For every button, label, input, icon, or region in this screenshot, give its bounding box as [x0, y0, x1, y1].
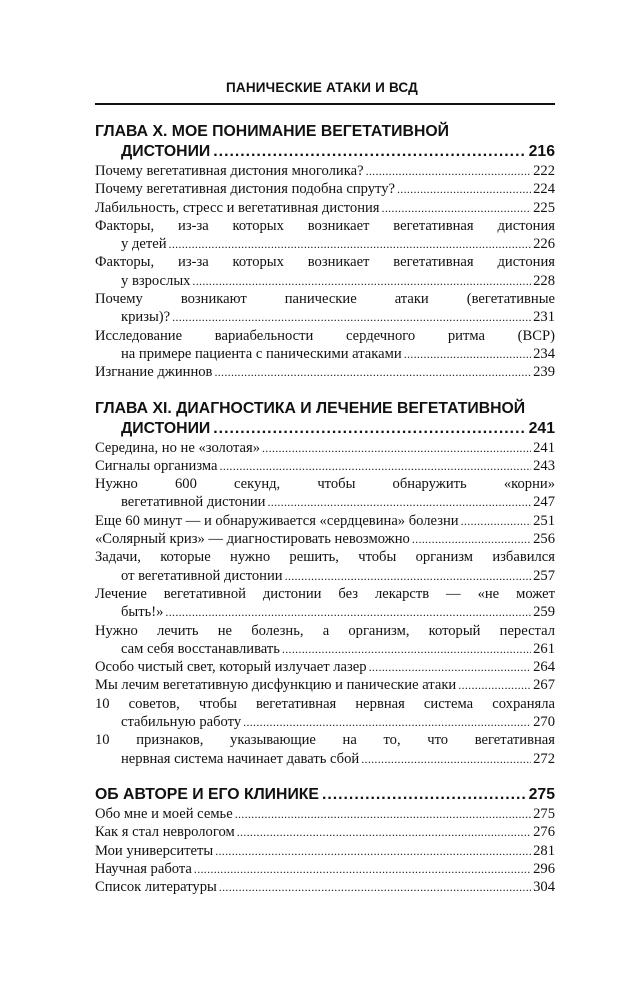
toc-entry-page-number: 276 [533, 824, 555, 841]
toc-entry-text: Сигналы организма [95, 457, 218, 474]
toc-entry-text: нервная система начинает давать сбой [121, 750, 360, 767]
toc-chapter [95, 785, 555, 896]
chapter-page-number: 241 [528, 419, 555, 437]
toc-entry-text: Почему вегетативная дистония многолика? [95, 163, 364, 179]
toc-entry[interactable] [95, 731, 555, 768]
chapter-page-number: 216 [528, 143, 555, 160]
toc-entry-text: «Солярный криз» — диагностировать невозможно [95, 531, 410, 548]
toc-entry-page-number: 281 [533, 842, 555, 859]
dot-leader [215, 842, 531, 860]
toc-entry-text-line1: Нужно 600 секунд, чтобы обнаружить «корни» [95, 476, 555, 493]
toc-entry[interactable] [95, 180, 555, 198]
dot-leader [237, 823, 531, 841]
toc-entry-text: Как я стал неврологом [95, 824, 235, 841]
dot-leader [262, 439, 531, 457]
toc-entry-page-number: 259 [533, 604, 555, 621]
toc-entry-text: Почему вегетативная дистония подобна спруту? [95, 181, 395, 198]
toc-entry-page-number: 243 [533, 457, 555, 474]
dot-leader [369, 658, 532, 676]
toc-entry-text: у взрослых [121, 272, 191, 289]
chapter-title[interactable]: ГЛАВА XI. ДИАГНОСТИКА И ЛЕЧЕНИЕ ВЕГЕТАТИВНОЙ [95, 399, 526, 417]
toc-entry[interactable] [95, 253, 555, 290]
toc-entry-text-line1: Почему возникают панические атаки (вегетативные [95, 291, 555, 308]
toc-entry-page-number: 228 [533, 272, 555, 289]
dot-leader [172, 308, 531, 326]
dot-leader [366, 162, 532, 180]
dot-leader [285, 567, 532, 585]
toc-entry[interactable] [95, 162, 555, 180]
toc-entry-text: Особо чистый свет, который излучает лазер [95, 659, 367, 676]
toc-entry[interactable] [95, 823, 555, 841]
toc-entry-page-number: 270 [533, 714, 555, 731]
header-rule [95, 103, 555, 105]
toc-entry[interactable] [95, 217, 555, 254]
running-header: ПАНИЧЕСКИЕ АТАКИ И ВСД [225, 80, 419, 95]
dot-leader [169, 235, 532, 253]
dot-leader [282, 640, 531, 658]
toc-entry-page-number: 239 [533, 364, 555, 381]
toc-entry-text: вегетативной дистонии [121, 494, 266, 511]
toc-entry-page-number: 231 [533, 309, 555, 326]
toc-entry-page-number: 241 [533, 439, 555, 456]
toc-entry-page-number: 247 [533, 494, 555, 511]
toc-entry-text: Мои университеты [95, 842, 214, 859]
toc-entry-text-line1: Задачи, которые нужно решить, чтобы организм избавился [95, 549, 555, 566]
toc-entry-text: Изгнание джиннов [95, 364, 213, 381]
dot-leader [213, 419, 525, 439]
chapter-title-line[interactable] [95, 142, 555, 162]
chapter-title-text: ДИСТОНИИ [121, 143, 211, 160]
toc-entry[interactable] [95, 842, 555, 860]
table-of-contents [95, 122, 555, 913]
toc-entry-text: стабильную работу [121, 714, 242, 731]
toc-entry-page-number: 267 [533, 677, 555, 694]
toc-entry-page-number: 225 [533, 199, 555, 216]
toc-entry-page-number: 222 [533, 163, 555, 179]
dot-leader [243, 713, 531, 731]
toc-entry-page-number: 272 [533, 750, 555, 767]
dot-leader [235, 805, 531, 823]
chapter-title-line[interactable] [95, 419, 555, 439]
chapter-page-number: 275 [528, 785, 555, 803]
toc-entry[interactable] [95, 860, 555, 878]
toc-entry-text-line1: Факторы, из-за которых возникает вегетативная дистония [95, 254, 555, 271]
dot-leader [214, 363, 531, 381]
toc-entry-page-number: 224 [533, 181, 555, 198]
toc-entry-page-number: 234 [533, 345, 555, 362]
dot-leader [458, 676, 531, 694]
toc-entry-text: Середина, но не «золотая» [95, 439, 260, 456]
toc-entry[interactable] [95, 363, 555, 381]
dot-leader [382, 199, 532, 217]
toc-entry[interactable] [95, 548, 555, 585]
toc-entry-text: у детей [121, 236, 167, 253]
toc-entry-text: сам себя восстанавливать [121, 640, 280, 657]
toc-entry-text-line1: 10 советов, чтобы вегетативная нервная система сохраняла [95, 695, 555, 712]
toc-chapter [95, 122, 555, 382]
dot-leader [404, 345, 531, 363]
chapter-title-text: ДИСТОНИИ [121, 419, 211, 437]
toc-entry[interactable] [95, 457, 555, 475]
toc-entry-text: быть!» [121, 604, 164, 621]
toc-entry[interactable] [95, 512, 555, 530]
toc-entry-page-number: 296 [533, 860, 555, 877]
dot-leader [194, 860, 531, 878]
toc-entry-text-line1: Лечение вегетативной дистонии без лекарств — «не может [95, 585, 555, 602]
toc-entry-text-line1: Факторы, из-за которых возникает вегетативная дистония [95, 217, 555, 234]
toc-entry-text: на примере пациента с паническими атаками [121, 345, 402, 362]
toc-entry[interactable] [95, 878, 555, 896]
toc-entry-text: Обо мне и моей семье [95, 805, 233, 822]
toc-entry-text: кризы)? [121, 309, 171, 326]
toc-entry[interactable] [95, 676, 555, 694]
chapter-title-line[interactable] [95, 785, 555, 805]
toc-entry[interactable] [95, 585, 555, 622]
toc-entry-text-line1: Нужно лечить не болезнь, а организм, который перестал [95, 622, 555, 639]
dot-leader [219, 878, 531, 896]
toc-entry[interactable] [95, 622, 555, 659]
toc-entry-text: Мы лечим вегетативную дисфункцию и панические атаки [95, 677, 457, 694]
toc-entry-text-line1: 10 признаков, указывающие на то, что вегетативная [95, 732, 555, 749]
dot-leader [220, 457, 532, 475]
toc-entry-page-number: 256 [533, 531, 555, 548]
toc-entry-text: Лабильность, стресс и вегетативная дистония [95, 199, 380, 216]
dot-leader [361, 750, 531, 768]
toc-entry-page-number: 264 [533, 659, 555, 676]
toc-entry-page-number: 304 [533, 879, 555, 896]
toc-entry-page-number: 257 [533, 567, 555, 584]
toc-entry[interactable] [95, 530, 555, 548]
toc-entry-text: от вегетативной дистонии [121, 567, 283, 584]
toc-entry[interactable] [95, 290, 555, 327]
toc-entry[interactable] [95, 805, 555, 823]
toc-entry[interactable] [95, 327, 555, 364]
dot-leader [192, 272, 531, 290]
toc-entry-text: Список литературы [95, 879, 217, 896]
toc-entry-page-number: 251 [533, 512, 555, 529]
dot-leader [213, 142, 525, 162]
dot-leader [461, 512, 532, 530]
toc-entry[interactable] [95, 475, 555, 512]
toc-entry-page-number: 261 [533, 640, 555, 657]
dot-leader [267, 493, 531, 511]
dot-leader [397, 180, 531, 198]
toc-entry[interactable] [95, 695, 555, 732]
toc-entry-text: Еще 60 минут — и обнаруживается «сердцевина» болезни [95, 512, 459, 529]
dot-leader [165, 603, 531, 621]
toc-entry[interactable] [95, 199, 555, 217]
chapter-title-text: ОБ АВТОРЕ И ЕГО КЛИНИКЕ [95, 785, 319, 803]
chapter-title[interactable]: ГЛАВА X. МОЕ ПОНИМАНИЕ ВЕГЕТАТИВНОЙ [95, 123, 449, 140]
dot-leader [412, 530, 531, 548]
toc-entry-page-number: 226 [533, 236, 555, 253]
toc-chapter [95, 399, 555, 768]
toc-entry[interactable] [95, 439, 555, 457]
dot-leader [322, 785, 526, 805]
toc-entry-page-number: 275 [533, 805, 555, 822]
toc-entry[interactable] [95, 658, 555, 676]
toc-entry-text-line1: Исследование вариабельности сердечного ритма (ВСР) [95, 327, 555, 344]
toc-entry-text: Научная работа [95, 860, 192, 877]
